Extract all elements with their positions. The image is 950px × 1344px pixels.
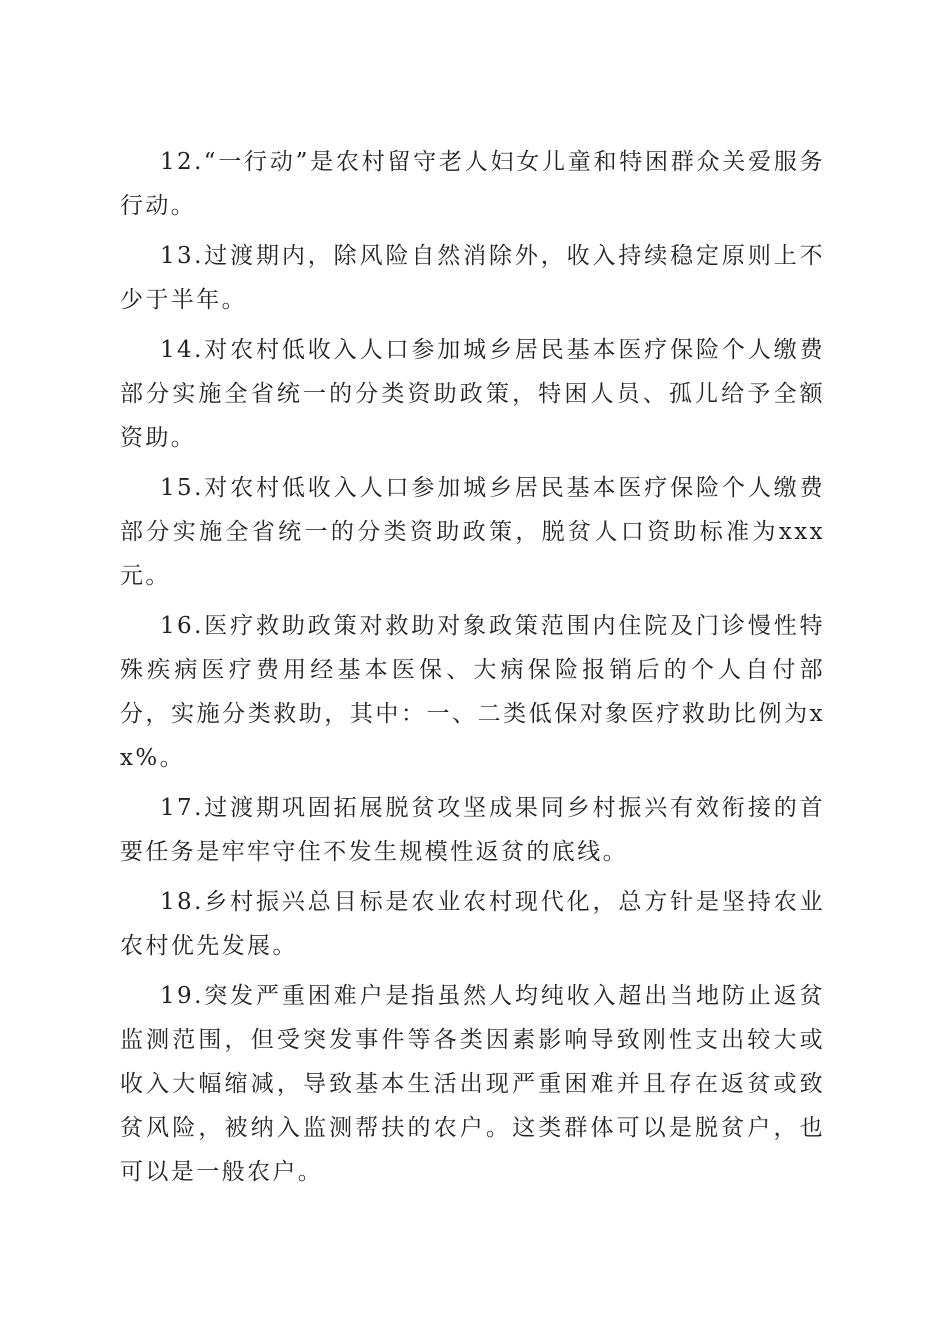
document-body [120, 140, 825, 1200]
paragraph-item-13: 13.过渡期内，除风险自然消除外，收入持续稳定原则上不少于半年。 [120, 243, 825, 313]
paragraph-item-19: 19.突发严重困难户是指虽然人均纯收入超出当地防止返贫监测范围，但受突发事件等各类因素影响导致刚性支出较大或收入大幅缩减，导致基本生活出现严重困难并且存在返贫或致贫风险，被纳入监测帮扶的农户。这类群体可以是脱贫户，也可以是一般农户。 [120, 983, 825, 1185]
paragraph-item-17: 17.过渡期巩固拓展脱贫攻坚成果同乡村振兴有效衔接的首要任务是牢牢守住不发生规模性返贫的底线。 [120, 795, 825, 865]
paragraph-item-16: 16.医疗救助政策对救助对象政策范围内住院及门诊慢性特殊疾病医疗费用经基本医保、大病保险报销后的个人自付部分，实施分类救助，其中：一、二类低保对象医疗救助比例为xx%。 [120, 613, 825, 771]
paragraph-item-12: 12.“一行动”是农村留守老人妇女儿童和特困群众关爱服务行动。 [120, 149, 825, 219]
paragraph-item-18: 18.乡村振兴总目标是农业农村现代化，总方针是坚持农业农村优先发展。 [120, 889, 825, 959]
paragraph-item-14: 14.对农村低收入人口参加城乡居民基本医疗保险个人缴费部分实施全省统一的分类资助政策，特困人员、孤儿给予全额资助。 [120, 337, 825, 451]
paragraph-item-15: 15.对农村低收入人口参加城乡居民基本医疗保险个人缴费部分实施全省统一的分类资助政策，脱贫人口资助标准为xxx元。 [120, 475, 825, 589]
